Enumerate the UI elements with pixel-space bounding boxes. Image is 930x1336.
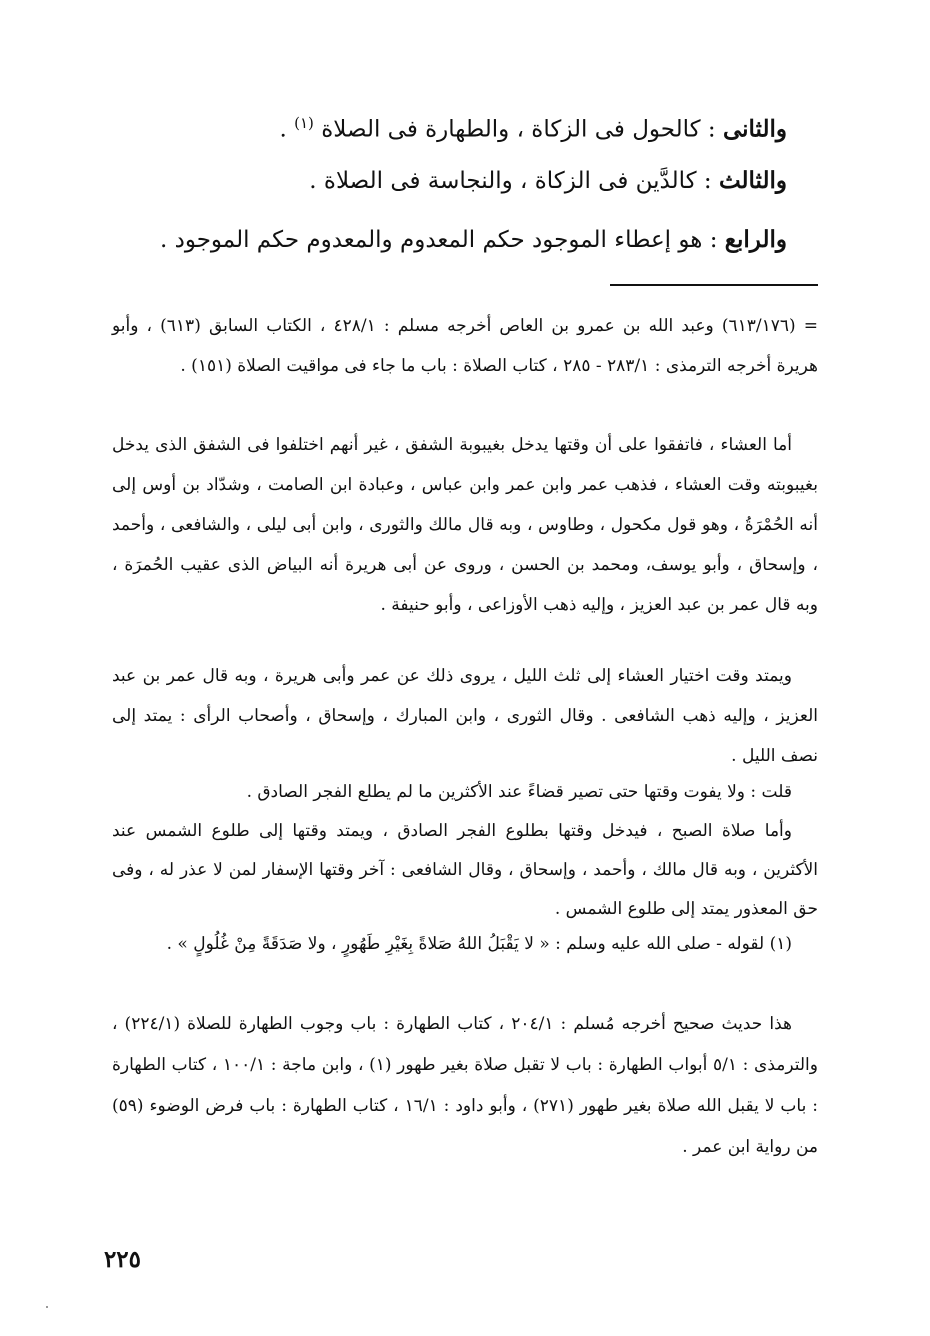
scan-speck [46,1306,48,1308]
main-line-fourth [159,223,787,257]
footnote-text: ويمتد وقت اختيار العشاء إلى ثلث الليل ، يروى ذلك عن عمر وأبى هريرة ، وبه قال عمر بن عبد العزيز ، وإليه ذهب الشافعى . وقال الثورى ، وابن المبارك ، وإسحاق ، وأصحاب الرأى : يمتد إلى نصف الليل . [112,666,818,766]
footnote-fajr-paragraph [112,812,818,929]
page-number: ٢٢٥ [103,1246,141,1273]
footnote-separator [610,284,818,286]
footnote-text: = (٦١٣/١٧٦) وعبد الله بن عمرو بن العاص أخرجه مسلم : ٤٢٨/١ ، الكتاب السابق (٦١٣) ، وأبو هريرة أخرجه الترمذى : ٢٨٣/١ - ٢٨٥ ، كتاب الصلاة : باب ما جاء فى مواقيت الصلاة (١٥١) . [112,316,819,376]
footnote-marker: (١) [294,114,314,132]
footnote-text: وأما صلاة الصبح ، فيدخل وقتها بطلوع الفجر الصادق ، ويمتد وقتها إلى طلوع الشمس عند الأكثرين ، وبه قال مالك ، وأحمد ، وإسحاق ، وقال الشافعى : آخر وقتها الإسفار لمن لا عذر له ، وفى حق المعذور يمتد إلى طلوع الشمس . [112,821,818,919]
lead-word: والرابع [724,226,787,253]
line-text: : كالدَّين فى الزكاة ، والنجاسة فى الصلاة . [309,168,712,194]
footnote-text: أما العشاء ، فاتفقوا على أن وقتها يدخل بغيبوبة الشفق ، غير أنهم اختلفوا فى الشفق الذى يدخل بغيبوبته وقت العشاء ، فذهب عمر وابن عمر وابن عباس ، وعبادة ابن الصامت ، وشدّاد بن أوس إلى أنه الحُمْرَةُ ، وهو قول مكحول ، وطاوس ، وبه قال مالك والثورى ، وابن أبى ليلى ، والشافعى ، وأحمد ، وإسحاق ، وأبو يوسف، ومحمد بن الحسن ، وروى عن أبى هريرة أنه البياض الذى عقيب الحُمرَة ، وبه قال عمر بن عبد العزيز ، وإليه ذهب الأوزاعى ، وأبو حنيفة . [112,435,818,615]
footnote-qultu-paragraph [112,772,818,812]
footnote-text: (١) لقوله - صلى الله عليه وسلم : « لا يَقْبَلُ اللهُ صَلاةً بِغَيْرِ طَهُورٍ ، ولا صَدَقَةً مِنْ غُلُولٍ » . [166,934,792,954]
footnote-one-takhrij [112,1004,818,1168]
lead-word: والثالث [718,167,787,194]
footnote-isha-extension-paragraph [112,656,818,776]
footnote-text: هذا حديث صحيح أخرجه مُسلم : ٢٠٤/١ ، كتاب الطهارة : باب وجوب الطهارة للصلاة (٢٢٤/١) ، والترمذى : ٥/١ أبواب الطهارة : باب لا تقبل صلاة بغير طهور (١) ، وابن ماجة : ١٠٠/١ ، كتاب الطهارة : باب لا يقبل الله صلاة بغير طهور (٢٧١) ، وأبو داود : ١٦/١ ، كتاب الطهارة : باب فرض الوضوء (٥٩) من رواية ابن عمر . [112,1014,818,1157]
footnote-isha-paragraph [112,425,818,625]
line-end: . [279,116,287,143]
lead-word: والثانى [722,115,787,143]
footnote-continuation [112,306,818,386]
main-line-second [187,106,787,147]
main-line-third [187,164,787,198]
line-text: : هو إعطاء الموجود حكم المعدوم والمعدوم حكم الموجود . [159,227,718,253]
footnote-one [112,925,818,964]
line-text: : كالحول فى الزكاة ، والطهارة فى الصلاة [321,116,716,143]
footnote-text: قلت : ولا يفوت وقتها حتى تصير قضاءً عند الأكثرين ما لم يطلع الفجر الصادق . [246,782,792,802]
